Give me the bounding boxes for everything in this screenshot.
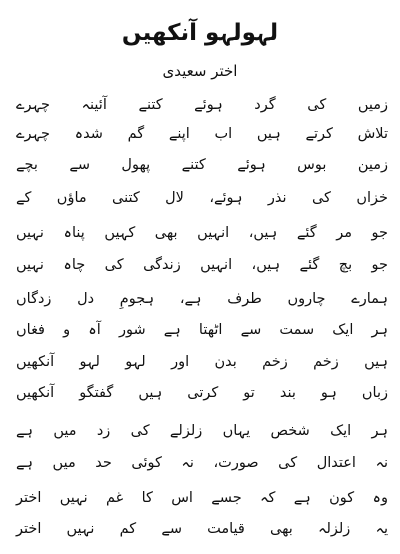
verse-line-1: زمیں کی گرد ہوئے کتنے آئینہ چہرے (16, 97, 388, 113)
verse-line-3: زمین بوس ہوئے کتنے پھول سے بچے (16, 157, 388, 173)
verse-line-7: ہمارے چاروں طرف ہے، ہجومِ دل زدگاں (16, 291, 388, 307)
verse-line-14: یہ زلزلہ بھی قیامت سے کم نہیں اختر (16, 521, 388, 537)
verse-line-8: ہر ایک سمت سے اٹھتا ہے شور آہ و فغاں (16, 322, 388, 338)
verse-line-10: زباں ہو بند تو کرتی ہیں گفتگو آنکھیں (16, 385, 388, 401)
poet-name: اختر سعیدی (162, 62, 238, 80)
verse-line-5: جو مر گئے ہیں، انہیں بھی کہیں پناہ نہیں (16, 225, 388, 241)
verse-line-13: وہ کون ہے کہ جسے اس کا غم نہیں اختر (16, 490, 388, 506)
verse-line-6: جو بچ گئے ہیں، انہیں زندگی کی چاہ نہیں (16, 257, 388, 273)
verse-line-2: تلاش کرتے ہیں اب اپنے گم شدہ چہرے (16, 126, 388, 142)
verse-line-9: ہیں زخم زخم بدن اور لہو لہو آنکھیں (16, 354, 388, 370)
poem-title: لہولہو آنکھیں (121, 20, 279, 46)
verse-line-11: ہر ایک شخص یہاں زلزلے کی زد میں ہے (16, 423, 388, 439)
verse-line-12: نہ اعتدال کی صورت، نہ کوئی حد میں ہے (16, 455, 388, 471)
verse-line-4: خزاں کی نذر ہوئے، لال کتنی ماؤں کے (16, 190, 388, 206)
